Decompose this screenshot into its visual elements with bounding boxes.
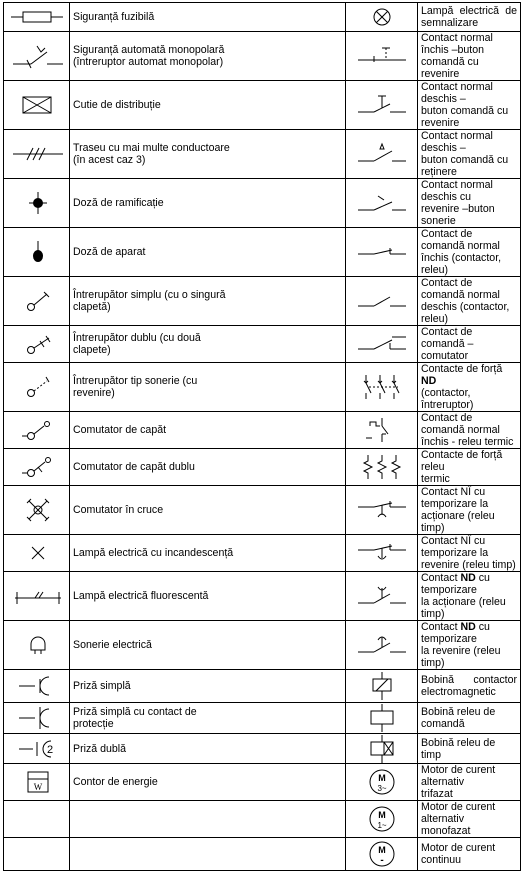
distribution-box-icon (7, 94, 67, 116)
symbol-cell (346, 734, 418, 764)
symbol-cell (4, 670, 70, 703)
double-switch-icon (7, 331, 67, 357)
description-cell: Motor de curent alternativ trifazat (418, 764, 521, 801)
symbol-cell (4, 572, 70, 621)
description-cell: Comutator în cruce (70, 486, 346, 535)
symbol-cell (4, 621, 70, 670)
description-cell: Doză de aparat (70, 228, 346, 277)
symbol-cell (4, 130, 70, 179)
automatic-fuse-icon (7, 42, 67, 70)
symbol-cell (4, 703, 70, 734)
symbol-cell (4, 535, 70, 572)
incandescent-lamp-icon (7, 540, 67, 566)
table-row (4, 486, 521, 535)
description-cell: Bobină releu de comandă (418, 703, 521, 734)
description-cell: Contacte de forță ND (contactor, întreruptor) (418, 363, 521, 412)
description-cell: Contact ND cu temporizare la revenire (releu timp) (418, 621, 521, 670)
no-bell-button-icon (352, 190, 412, 216)
description-cell: Comutator de capăt (70, 412, 346, 449)
table-row (4, 228, 521, 277)
thermal-power-contacts-icon (352, 453, 412, 481)
table-row (4, 277, 521, 326)
multi-conductor-icon (7, 143, 67, 165)
description-cell: Contacte de forță releu termic (418, 449, 521, 486)
description-cell: Contor de energie (70, 764, 346, 801)
fluorescent-lamp-icon (7, 583, 67, 609)
symbol-cell (4, 412, 70, 449)
description-cell (70, 801, 346, 838)
motor-phase: 1~ (376, 821, 387, 830)
table-row (4, 703, 521, 734)
symbol-cell (346, 326, 418, 363)
motor-letter: M (377, 773, 386, 783)
description-cell: Contact normal deschis cu revenire –buton sonerie (418, 179, 521, 228)
power-contacts-icon (352, 373, 412, 401)
table-row (4, 572, 521, 621)
table-row (4, 734, 521, 764)
relay-coil-icon (352, 703, 412, 733)
socket-number: 2 (46, 743, 53, 756)
table-row (4, 764, 521, 801)
protected-socket-icon (7, 705, 67, 731)
symbol-cell (346, 130, 418, 179)
double-end-switch-icon (7, 454, 67, 480)
symbol-cell (346, 764, 418, 801)
bell-switch-icon (7, 374, 67, 400)
description-cell: Priză simplă (70, 670, 346, 703)
motor-letter: M (377, 845, 386, 855)
description-cell: Întrerupător tip sonerie (cu revenire) (70, 363, 346, 412)
description-cell: Lampă electrică de semnalizare (418, 3, 521, 32)
symbol-cell (4, 3, 70, 32)
description-cell: Siguranță fuzibilă (70, 3, 346, 32)
description-cell: Bobină contactor electromagnetic (418, 670, 521, 703)
symbol-cell (346, 838, 418, 871)
symbol-cell (346, 179, 418, 228)
description-cell: Comutator de capăt dublu (70, 449, 346, 486)
description-cell: Contact de comandă normal deschis (contactor, releu) (418, 277, 521, 326)
nc-button-icon (352, 42, 412, 70)
meter-letter: W (33, 782, 42, 792)
description-cell: Lampă electrică fluorescentă (70, 572, 346, 621)
nc-on-delay-icon (352, 497, 412, 523)
three-phase-motor-icon (352, 767, 412, 797)
lamp-signal-icon (352, 5, 412, 29)
symbol-cell (346, 670, 418, 703)
double-socket-icon (7, 736, 67, 762)
device-box-icon (7, 239, 67, 265)
contactor-coil-icon (352, 671, 412, 701)
symbol-cell (4, 228, 70, 277)
description-cell (70, 838, 346, 871)
description-cell: Cutie de distribuție (70, 81, 346, 130)
description-cell: Contact normal deschis – buton comandă cu reținere (418, 130, 521, 179)
table-row (4, 449, 521, 486)
symbol-cell (346, 621, 418, 670)
timer-coil-icon (352, 735, 412, 763)
symbol-cell (4, 179, 70, 228)
symbol-cell (346, 801, 418, 838)
symbol-cell (4, 838, 70, 871)
table-row (4, 363, 521, 412)
symbol-cell (346, 486, 418, 535)
symbol-cell (4, 734, 70, 764)
no-relay-contact-icon (352, 288, 412, 314)
motor-letter: M (377, 810, 386, 820)
symbol-cell (4, 486, 70, 535)
symbol-cell (346, 535, 418, 572)
thermal-relay-contact-icon (352, 416, 412, 444)
symbol-cell (346, 572, 418, 621)
junction-box-icon (7, 190, 67, 216)
symbol-cell (4, 81, 70, 130)
description-cell: Contact normal închis –buton comandă cu revenire (418, 32, 521, 81)
electrical-symbols-table (3, 2, 521, 871)
symbol-cell (4, 363, 70, 412)
symbol-cell (346, 449, 418, 486)
symbol-cell (4, 32, 70, 81)
symbol-cell (346, 703, 418, 734)
fuse-icon (7, 7, 67, 27)
description-cell: Motor de curent alternativ monofazat (418, 801, 521, 838)
table-row (4, 670, 521, 703)
symbol-cell (346, 32, 418, 81)
no-button-icon (352, 92, 412, 118)
description-cell: Întrerupător dublu (cu două clapete) (70, 326, 346, 363)
description-cell: Bobină releu de timp (418, 734, 521, 764)
description-cell: Contact NÎ cu temporizare la acționare (releu timp) (418, 486, 521, 535)
table-row (4, 32, 521, 81)
changeover-contact-icon (352, 331, 412, 357)
symbol-cell (346, 228, 418, 277)
end-switch-icon (7, 417, 67, 443)
description-cell: Priză dublă (70, 734, 346, 764)
symbol-cell (4, 764, 70, 801)
cross-switch-icon (7, 497, 67, 523)
description-cell: Contact ND cu temporizare la acționare (releu timp) (418, 572, 521, 621)
dc-motor-icon (352, 839, 412, 869)
no-latch-button-icon (352, 141, 412, 167)
nc-off-delay-icon (352, 540, 412, 566)
description-cell: Siguranță automată monopolară (întreruptor automat monopolar) (70, 32, 346, 81)
table-row (4, 130, 521, 179)
energy-meter-icon (7, 769, 67, 795)
description-cell: Motor de curent continuu (418, 838, 521, 871)
symbol-cell (346, 412, 418, 449)
electric-bell-icon (7, 632, 67, 658)
symbol-cell (4, 277, 70, 326)
description-cell: Doză de ramificație (70, 179, 346, 228)
motor-phase: 3~ (376, 784, 387, 793)
simple-switch-icon (7, 288, 67, 314)
description-cell: Contact de comandă normal închis - releu termic (418, 412, 521, 449)
description-cell: Priză simplă cu contact de protecție (70, 703, 346, 734)
nc-relay-contact-icon (352, 239, 412, 265)
no-on-delay-icon (352, 583, 412, 609)
table-row (4, 81, 521, 130)
symbol-cell (346, 277, 418, 326)
description-cell: Contact de comandă – comutator (418, 326, 521, 363)
description-cell: Traseu cu mai multe conductoare (în acest caz 3) (70, 130, 346, 179)
table-row (4, 801, 521, 838)
description-cell: Lampă electrică cu incandescență (70, 535, 346, 572)
symbol-cell (346, 363, 418, 412)
description-cell: Sonerie electrică (70, 621, 346, 670)
table-row (4, 838, 521, 871)
description-cell: Contact NÎ cu temporizare la revenire (releu timp) (418, 535, 521, 572)
symbol-cell (346, 3, 418, 32)
table-row (4, 412, 521, 449)
symbol-cell (4, 801, 70, 838)
description-cell: Întrerupător simplu (cu o singură clapetă) (70, 277, 346, 326)
description-cell: Contact normal deschis – buton comandă cu revenire (418, 81, 521, 130)
motor-current-type: - (379, 855, 384, 866)
table-row (4, 621, 521, 670)
symbol-cell (4, 326, 70, 363)
symbol-cell (346, 81, 418, 130)
description-cell: Contact de comandă normal închis (contactor, releu) (418, 228, 521, 277)
no-off-delay-icon (352, 632, 412, 658)
table-row (4, 3, 521, 32)
table-row (4, 535, 521, 572)
symbol-cell (4, 449, 70, 486)
simple-socket-icon (7, 673, 67, 699)
table-row (4, 326, 521, 363)
table-row (4, 179, 521, 228)
single-phase-motor-icon (352, 804, 412, 834)
